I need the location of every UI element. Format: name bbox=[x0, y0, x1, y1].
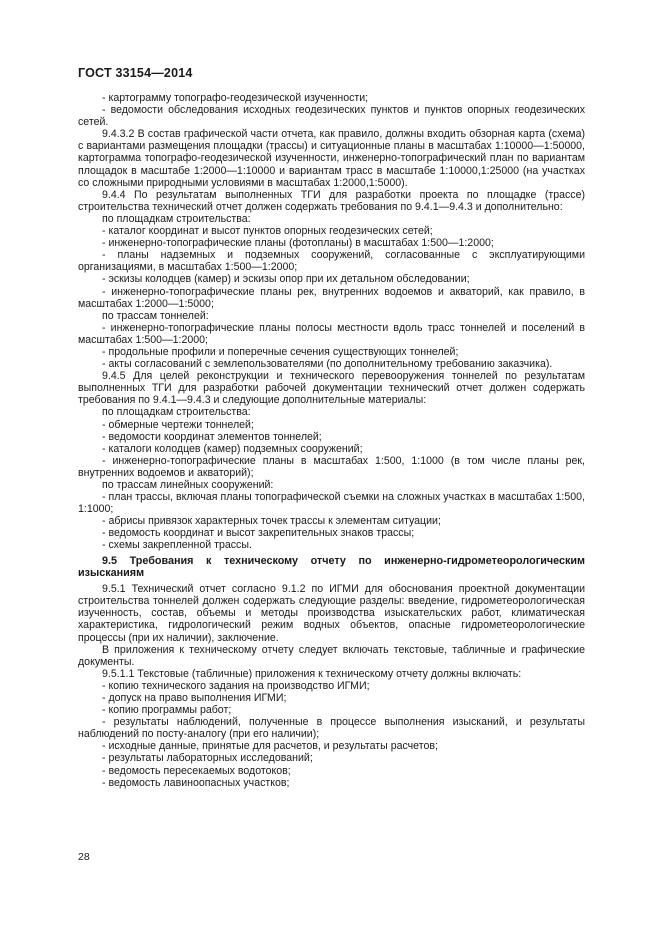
paragraph: - картограмму топографо-геодезической изученности; bbox=[102, 92, 369, 104]
paragraph: 9.5.1 Технический отчет согласно 9.1.2 по ИГМИ для обоснования проектной документации строительства тоннелей должен содержать следующие разделы: введение, гидрометеорологическая изученность, состав, объемы и методы производства изыскательских работ, климатическая характеристика, гидрологический режим водных объектов, опасные гидрометеорологические процессы (при их наличии), заключение. bbox=[78, 583, 585, 644]
paragraph: - результаты наблюдений, полученные в процессе выполнения изысканий, и результаты наблюдений по посту-аналогу (при его наличии); bbox=[78, 716, 585, 741]
paragraph: - копию программы работ; bbox=[102, 704, 232, 717]
paragraph: по площадкам строительства: bbox=[102, 406, 251, 419]
paragraph: 9.5.1.1 Текстовые (табличные) приложения к техническому отчету должны включать: bbox=[102, 667, 522, 680]
paragraph: - результаты лабораторных исследований; bbox=[102, 752, 313, 765]
paragraph: - каталог координат и высот пунктов опорных геодезических сетей; bbox=[102, 225, 433, 238]
paragraph: - планы надземных и подземных сооружений, согласованные с эксплуатирующими организациями, в масштабах 1:500—1:2000; bbox=[78, 249, 585, 274]
paragraph: - инженерно-топографические планы полосы местности вдоль трасс тоннелей и поселений в масштабах 1:500—1:2000; bbox=[78, 321, 585, 346]
paragraph: по трассам линейных сооружений: bbox=[102, 479, 274, 491]
section-heading: 9.5 Требования к техническому отчету по инженерно-гидрометеорологическим изысканиям bbox=[78, 554, 585, 579]
page-number: 28 bbox=[78, 851, 90, 863]
paragraph: - обмерные чертежи тоннелей; bbox=[102, 418, 254, 431]
paragraph: - продольные профили и поперечные сечения существующих тоннелей; bbox=[102, 345, 459, 358]
paragraph: - эскизы колодцев (камер) и эскизы опор при их детальном обследовании; bbox=[102, 273, 470, 286]
paragraph: - инженерно-топографические планы (фотопланы) в масштабах 1:500—1:2000; bbox=[102, 237, 494, 250]
paragraph: - абрисы привязок характерных точек трассы к элементам ситуации; bbox=[102, 515, 441, 528]
paragraph: - акты согласований с землепользователями (по дополнительному требованию заказчика). bbox=[102, 358, 553, 371]
paragraph: - ведомость пересекаемых водотоков; bbox=[102, 764, 291, 777]
document-body bbox=[78, 92, 585, 789]
paragraph: - допуск на право выполнения ИГМИ; bbox=[102, 692, 287, 704]
paragraph: - инженерно-топографические планы в масштабах 1:500, 1:1000 (в том числе планы рек, внутренних водоемов и акваторий); bbox=[78, 454, 585, 479]
paragraph: - ведомость координат и высот закрепительных знаков трассы; bbox=[102, 527, 415, 540]
paragraph: - ведомость лавиноопасных участков; bbox=[102, 776, 290, 789]
paragraph: 9.4.5 Для целей реконструкции и технического перевооружения тоннелей по результатам выполненных ТГИ для разработки рабочей документации технический отчет должен содержать требования по 9.4.1—9.4.3 и следующие дополнительные материалы: bbox=[78, 370, 585, 407]
paragraph: - план трассы, включая планы топографической съемки на сложных участках в масштабах 1:500, 1:1000; bbox=[78, 491, 585, 516]
paragraph: - каталоги колодцев (камер) подземных сооружений; bbox=[102, 442, 363, 455]
paragraph: - ведомости координат элементов тоннелей; bbox=[102, 430, 322, 443]
paragraph: 9.4.4 По результатам выполненных ТГИ для разработки проекта по площадке (трассе) строительства технический отчет должен содержать требования по 9.4.1—9.4.3 и дополнительно: bbox=[78, 188, 585, 213]
paragraph: - ведомости обследования исходных геодезических пунктов и пунктов опорных геодезических сетей. bbox=[78, 104, 585, 129]
paragraph: - исходные данные, принятые для расчетов, и результаты расчетов; bbox=[102, 740, 438, 753]
paragraph: 9.4.3.2 В состав графической части отчета, как правило, должны входить обзорная карта (схема) с вариантами размещения площадки (трассы) и ситуационные планы в масштабах 1:10000—1:50000, картограмма топографо-геодезической изученности, инженерно-топографический план по вариантам площадок в масштабе 1:2000—1:10000 и вариантам трасс в масштабе 1:10000,1:25000 (на участках со сложными природными условиями в масштабах 1:2000,1:5000). bbox=[78, 128, 585, 189]
paragraph: - копию технического задания на производство ИГМИ; bbox=[102, 679, 370, 692]
paragraph: - схемы закрепленной трассы. bbox=[102, 539, 252, 552]
paragraph: по трассам тоннелей: bbox=[102, 309, 209, 322]
paragraph: по площадкам строительства: bbox=[102, 212, 251, 225]
paragraph: - инженерно-топографические планы рек, внутренних водоемов и акваторий, как правило, в масштабах 1:2000—1:5000; bbox=[78, 285, 585, 310]
page-header: ГОСТ 33154—2014 bbox=[78, 66, 193, 80]
paragraph: В приложения к техническому отчету следует включать текстовые, табличные и графические документы. bbox=[78, 643, 585, 668]
